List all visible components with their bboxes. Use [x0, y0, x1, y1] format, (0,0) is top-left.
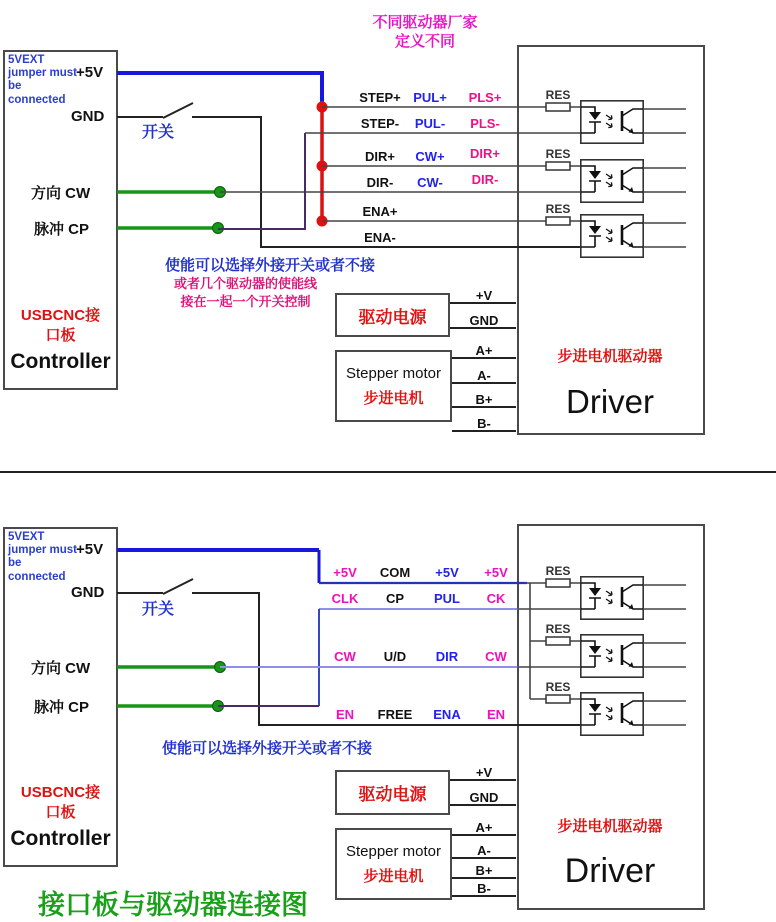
opto-outputs [643, 585, 686, 725]
signal-label: CW [485, 649, 507, 664]
signal-label: EN [335, 707, 355, 722]
optocoupler-icon [581, 635, 643, 677]
signal-label: CW+ [415, 149, 445, 164]
driver-title-cn: 步进电机驱动器 [557, 818, 663, 835]
enable-note: 使能可以选择外接开关或者不接 [162, 740, 373, 757]
jumper-note: 5VEXT jumper must be connected [8, 531, 78, 583]
controller-pin-5v: +5V [76, 541, 104, 558]
optocoupler-icon [581, 693, 643, 735]
driver-pin-label: GND [469, 313, 499, 328]
motor-box-label [335, 350, 452, 422]
motor-label-cn: 步进电机 [363, 867, 424, 885]
controller-title-cn-line1: USBCNC接 [20, 784, 101, 801]
controller-title-en: Controller [10, 827, 111, 850]
resistor [546, 695, 570, 703]
signal-label: DIR- [366, 175, 394, 190]
vendor-note [330, 14, 520, 52]
signal-label: DIR+ [470, 146, 500, 161]
controller-pin-dir: 方向 CW [31, 660, 91, 677]
controller-title-cn [3, 306, 118, 345]
driver-pin-label: B+ [475, 392, 493, 407]
enable-note2 [158, 275, 333, 310]
jumper-note: 5VEXT jumper must be connected [8, 54, 78, 106]
switch-blade-top [163, 103, 193, 118]
signal-label: COM [379, 565, 411, 580]
vendor-note-line2: 定义不同 [394, 32, 455, 50]
res-label: RES [545, 147, 571, 161]
signal-label: DIR+ [365, 149, 395, 164]
driver-pin-label: GND [469, 790, 499, 805]
switch-label: 开关 [142, 124, 175, 141]
power-box-label: 驱动电源 [358, 307, 427, 327]
driver-title-en: Driver [566, 383, 654, 420]
controller-pin-pulse: 脉冲 CP [34, 699, 90, 716]
signal-label: CP [385, 591, 405, 606]
driver-pin-label: +V [475, 765, 493, 780]
wire-5v-top [117, 73, 322, 103]
res-label: RES [545, 622, 571, 636]
resistor [546, 217, 570, 225]
driver-pin-label: B- [477, 881, 491, 896]
controller-pin-gnd: GND [71, 108, 105, 125]
resistor [546, 579, 570, 587]
signal-label: CK [486, 591, 506, 606]
optocoupler-icon [581, 215, 643, 257]
signal-label: EN [486, 707, 506, 722]
driver-pin-label: B- [477, 416, 491, 431]
signal-label: U/D [383, 649, 407, 664]
driver-title-cn: 步进电机驱动器 [557, 348, 663, 365]
signal-label: CW- [417, 175, 443, 190]
motor-label-cn: 步进电机 [363, 389, 424, 407]
driver-pin-label: A+ [475, 343, 493, 358]
controller-title-cn [3, 783, 118, 822]
res-label: RES [545, 564, 571, 578]
signal-label: ENA [433, 707, 461, 722]
motor-label-en: Stepper motor [345, 364, 442, 382]
driver-pin-label: A- [477, 843, 491, 858]
controller-title-cn-line2: 口板 [45, 803, 76, 821]
motor-box-label [335, 828, 452, 900]
signal-label: +5V [435, 565, 459, 580]
signal-label: ENA+ [362, 204, 398, 219]
vendor-note-line1: 不同驱动器厂家 [372, 14, 478, 31]
enable-note2-line1: 或者几个驱动器的使能线 [173, 276, 317, 291]
driver-title-en: Driver [564, 852, 656, 890]
signal-label: ENA- [364, 230, 396, 245]
driver-pin-label: +V [475, 288, 493, 303]
switch-label: 开关 [142, 601, 175, 618]
controller-pin-gnd: GND [71, 584, 105, 601]
signal-label: DIR [435, 649, 459, 664]
power-box-label: 驱动电源 [358, 785, 427, 804]
signal-label: PLS- [470, 116, 500, 131]
signal-label: +5V [333, 565, 357, 580]
signal-label: STEP- [360, 116, 400, 131]
driver-pin-label: A- [477, 368, 491, 383]
res-label: RES [545, 202, 571, 216]
signal-label: CW [334, 649, 356, 664]
driver-pin-label: A+ [475, 820, 493, 835]
signal-label: STEP+ [359, 90, 401, 105]
resistor [546, 103, 570, 111]
footer-title: 接口板与驱动器连接图 [38, 890, 308, 920]
signal-label: PUL+ [413, 90, 447, 105]
signal-label: +5V [484, 565, 508, 580]
enable-note2-line2: 接在一起一个开关控制 [180, 293, 311, 309]
switch-blade-bottom [163, 579, 193, 594]
res-label: RES [545, 680, 571, 694]
signal-label: CLK [331, 591, 359, 606]
optocoupler-icon [581, 101, 643, 143]
resistor [546, 637, 570, 645]
motor-label-en: Stepper motor [345, 842, 442, 860]
controller-title-cn-line1: USBCNC接 [20, 307, 101, 324]
signal-label: PLS+ [468, 90, 502, 105]
signal-label: FREE [377, 707, 413, 722]
controller-pin-pulse: 脉冲 CP [34, 221, 90, 238]
enable-note: 使能可以选择外接开关或者不接 [165, 257, 376, 274]
signal-label: PUL [434, 591, 460, 606]
signal-label: PUL- [414, 116, 446, 131]
resistor [546, 162, 570, 170]
optocoupler-icon [581, 160, 643, 202]
controller-pin-dir: 方向 CW [31, 185, 91, 202]
optocoupler-icon [581, 577, 643, 619]
controller-title-cn-line2: 口板 [45, 326, 76, 344]
res-label: RES [545, 88, 571, 102]
driver-pin-label: B+ [475, 863, 493, 878]
controller-title-en: Controller [10, 350, 111, 373]
controller-pin-5v: +5V [76, 64, 104, 81]
signal-label: DIR- [471, 172, 499, 187]
opto-outputs [643, 109, 686, 247]
